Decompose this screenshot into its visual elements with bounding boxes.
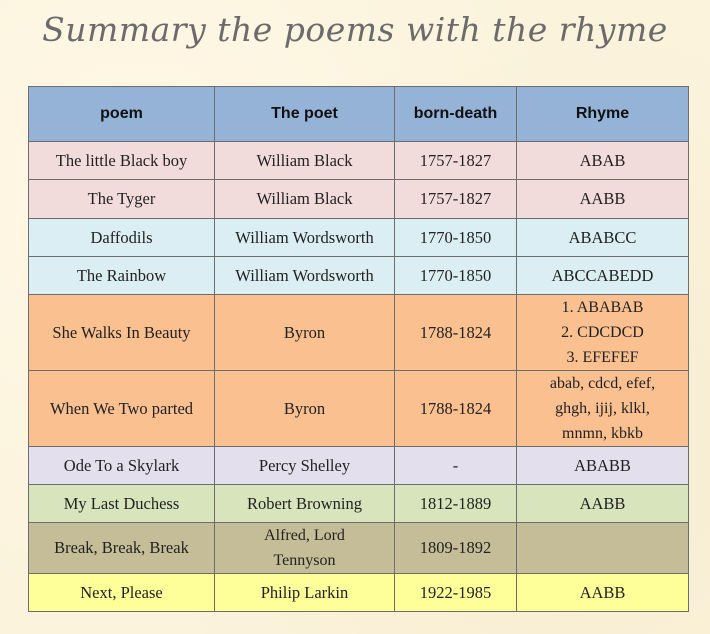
table-row — [29, 142, 689, 180]
rhyme-line: mnmn, kbkb — [562, 425, 643, 442]
rhyme-line: ghgh, ijij, klkl, — [555, 400, 650, 417]
rhyme-cell: ABCCABEDD — [517, 257, 689, 295]
poem-cell: Break, Break, Break — [29, 523, 215, 574]
table-row — [29, 447, 689, 485]
years-cell: - — [395, 447, 517, 485]
poet-line: Alfred, Lord — [264, 527, 345, 544]
rhyme-cell: ABABCC — [517, 219, 689, 257]
poems-table — [28, 86, 689, 612]
poet-cell: William Black — [215, 142, 395, 180]
rhyme-line: 2. CDCDCD — [561, 324, 644, 341]
years-cell: 1770-1850 — [395, 219, 517, 257]
poet-cell: William Black — [215, 180, 395, 219]
years-cell: 1788-1824 — [395, 371, 517, 447]
poet-cell: Byron — [215, 371, 395, 447]
years-cell: 1809-1892 — [395, 523, 517, 574]
rhyme-cell: ABABB — [517, 447, 689, 485]
table-row — [29, 257, 689, 295]
poet-cell — [215, 523, 395, 574]
poet-cell: William Wordsworth — [215, 219, 395, 257]
years-cell: 1788-1824 — [395, 295, 517, 371]
poem-cell: The Tyger — [29, 180, 215, 219]
table-row — [29, 371, 689, 447]
poet-cell: Byron — [215, 295, 395, 371]
table-row — [29, 180, 689, 219]
poem-cell: The little Black boy — [29, 142, 215, 180]
poet-line: Tennyson — [273, 552, 336, 569]
table-row — [29, 295, 689, 371]
poet-cell: William Wordsworth — [215, 257, 395, 295]
poem-cell: The Rainbow — [29, 257, 215, 295]
poem-cell: Next, Please — [29, 574, 215, 612]
years-cell: 1757-1827 — [395, 142, 517, 180]
poet-cell: Percy Shelley — [215, 447, 395, 485]
poet-cell: Robert Browning — [215, 485, 395, 523]
years-cell: 1922-1985 — [395, 574, 517, 612]
rhyme-cell — [517, 371, 689, 447]
poem-cell: Daffodils — [29, 219, 215, 257]
years-cell: 1770-1850 — [395, 257, 517, 295]
table-row — [29, 523, 689, 574]
table-row — [29, 574, 689, 612]
rhyme-cell: ABAB — [517, 142, 689, 180]
years-cell: 1757-1827 — [395, 180, 517, 219]
poet-cell: Philip Larkin — [215, 574, 395, 612]
years-cell: 1812-1889 — [395, 485, 517, 523]
header-poem: poem — [29, 87, 215, 142]
header-row — [29, 87, 689, 142]
rhyme-cell — [517, 295, 689, 371]
rhyme-cell: AABB — [517, 180, 689, 219]
table-row — [29, 485, 689, 523]
poem-cell: My Last Duchess — [29, 485, 215, 523]
rhyme-cell — [517, 523, 689, 574]
table-row — [29, 219, 689, 257]
rhyme-cell: AABB — [517, 574, 689, 612]
poem-cell: When We Two parted — [29, 371, 215, 447]
poem-cell: Ode To a Skylark — [29, 447, 215, 485]
header-born-death: born-death — [395, 87, 517, 142]
header-poet: The poet — [215, 87, 395, 142]
rhyme-line: 3. EFEFEF — [566, 349, 639, 366]
header-rhyme: Rhyme — [517, 87, 689, 142]
page-title: Summary the poems with the rhyme — [42, 10, 668, 49]
rhyme-line: 1. ABABAB — [561, 299, 644, 316]
poem-cell: She Walks In Beauty — [29, 295, 215, 371]
rhyme-cell: AABB — [517, 485, 689, 523]
rhyme-line: abab, cdcd, efef, — [549, 375, 656, 392]
